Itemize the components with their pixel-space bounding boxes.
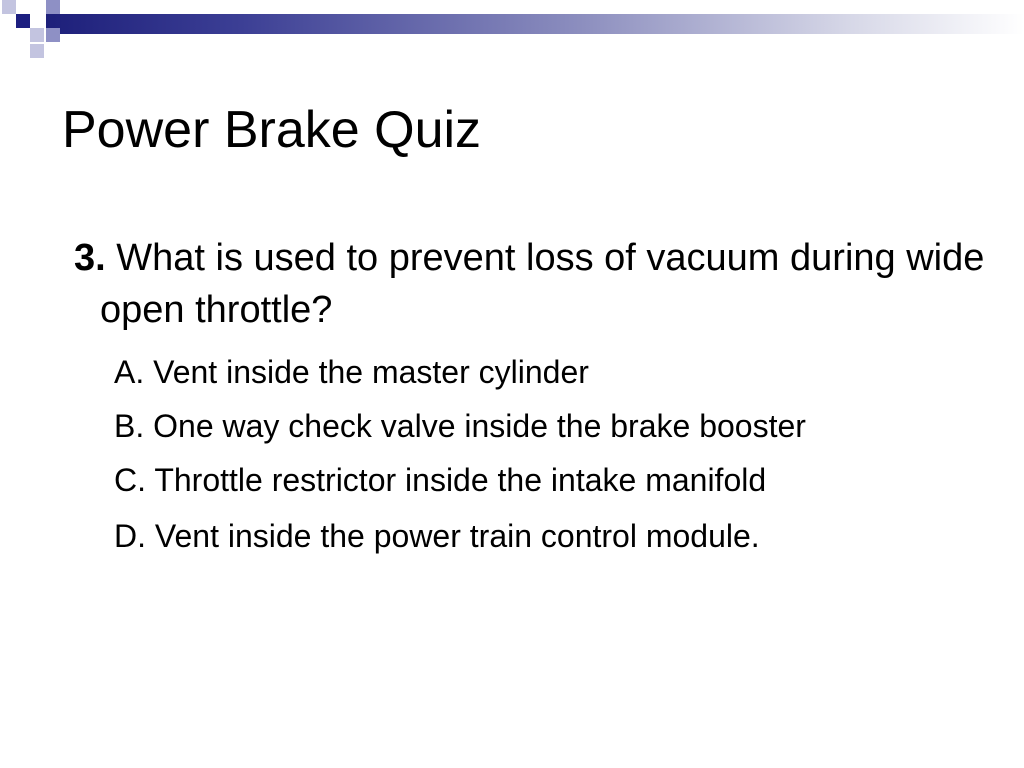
answer-options [114,350,974,570]
option-b: B. One way check valve inside the brake booster [114,408,806,444]
decor-square [30,28,44,42]
option-d: D. Vent inside the power train control module. [114,518,760,554]
question-number: 3. [74,237,106,279]
question-text [74,232,1000,336]
question-body: What is used to prevent loss of vacuum during wide open throttle? [100,237,985,331]
decor-square [16,14,30,28]
decor-square [46,0,60,14]
decor-square [2,0,16,14]
header-gradient-bar [46,14,1024,34]
slide-title: Power Brake Quiz [62,101,482,159]
option-a: A. Vent inside the master cylinder [114,354,589,390]
option-c: C. Throttle restrictor inside the intake manifold [114,462,767,498]
decor-square [30,44,44,58]
decor-square [46,28,60,42]
